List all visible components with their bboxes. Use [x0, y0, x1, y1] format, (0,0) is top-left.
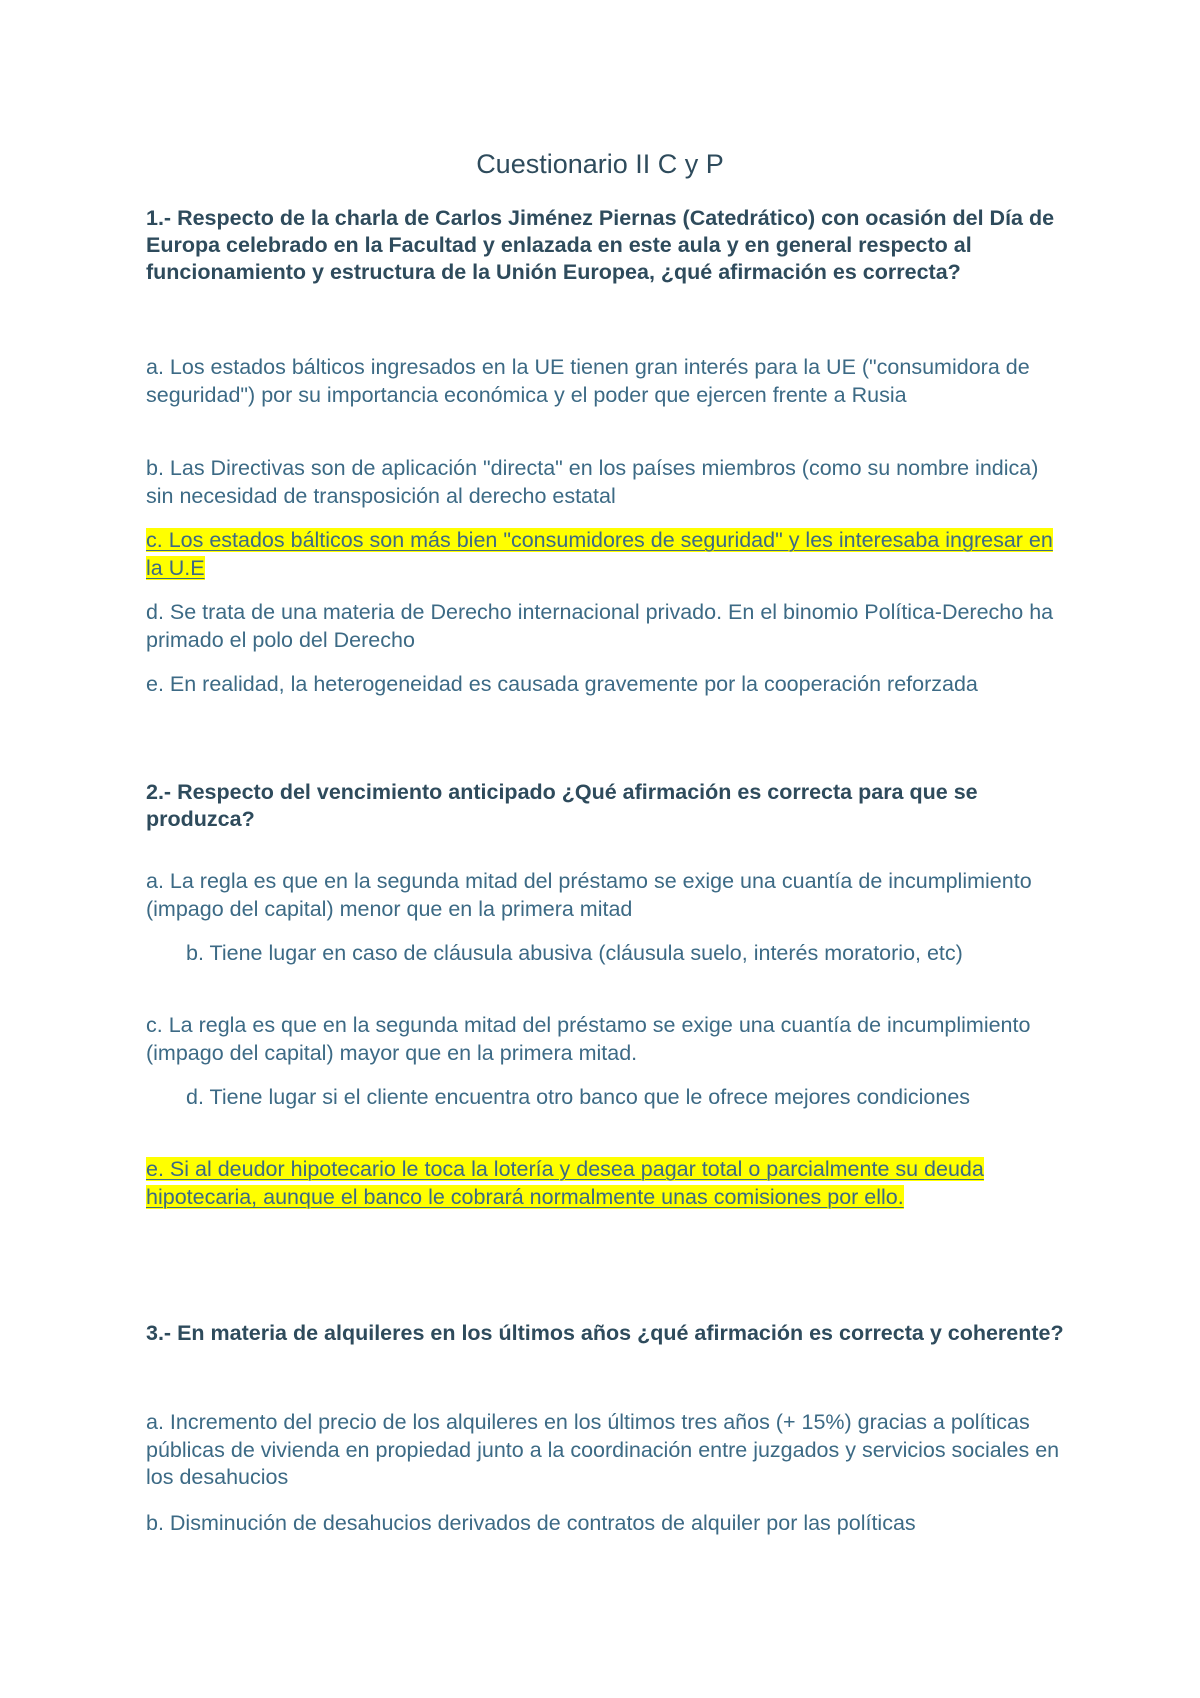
question-2-option-c: c. La regla es que en la segunda mitad del préstamo se exige una cuantía de incumplimiento (impago del capital) mayor que en la primera mitad. — [146, 1013, 1031, 1065]
question-2-option-e — [146, 1156, 1066, 1211]
question-2-option-d: d. Tiene lugar si el cliente encuentra otro banco que le ofrece mejores condiciones — [186, 1085, 971, 1109]
question-3-option-b: b. Disminución de desahucios derivados de contratos de alquiler por las políticas — [146, 1511, 916, 1535]
question-1-option-b: b. Las Directivas son de aplicación "directa" en los países miembros (como su nombre indica) sin necesidad de transposición al derecho estatal — [146, 456, 1039, 508]
question-1-option-e: e. En realidad, la heterogeneidad es causada gravemente por la cooperación reforzada — [146, 672, 978, 696]
highlighted-answer: c. Los estados bálticos son más bien "consumidores de seguridad" y les interesaba ingresar en la U.E — [146, 528, 1053, 580]
question-1-option-c — [146, 527, 1066, 582]
question-2: 2.- Respecto del vencimiento anticipado ¿Qué afirmación es correcta para que se produzca? — [146, 780, 978, 831]
highlighted-answer: e. Si al deudor hipotecario le toca la lotería y desea pagar total o parcialmente su deuda hipotecaria, aunque el banco le cobrará normalmente unas comisiones por ello. — [146, 1157, 984, 1209]
question-2-option-b: b. Tiene lugar en caso de cláusula abusiva (cláusula suelo, interés moratorio, etc) — [186, 941, 963, 965]
question-3-option-a: a. Incremento del precio de los alquileres en los últimos tres años (+ 15%) gracias a políticas públicas de vivienda en propiedad junto a la coordinación entre juzgados y servicios sociales en los desahucios — [146, 1410, 1060, 1489]
question-1-option-a: a. Los estados bálticos ingresados en la UE tienen gran interés para la UE ("consumidora de seguridad") por su importancia económica y el poder que ejercen frente a Rusia — [146, 355, 1030, 407]
question-2-option-a: a. La regla es que en la segunda mitad del préstamo se exige una cuantía de incumplimiento (impago del capital) menor que en la primera mitad — [146, 869, 1032, 921]
question-3: 3.- En materia de alquileres en los últimos años ¿qué afirmación es correcta y coherente? — [146, 1321, 1064, 1345]
document-title: Cuestionario II C y P — [476, 149, 724, 179]
question-1-option-d: d. Se trata de una materia de Derecho internacional privado. En el binomio Política-Derecho ha primado el polo del Derecho — [146, 600, 1054, 652]
question-1: 1.- Respecto de la charla de Carlos Jiménez Piernas (Catedrático) con ocasión del Día de Europa celebrado en la Facultad y enlazada en este aula y en general respecto al funcionamiento y estructura de la Unión Europea, ¿qué afirmación es correcta? — [146, 206, 1055, 284]
